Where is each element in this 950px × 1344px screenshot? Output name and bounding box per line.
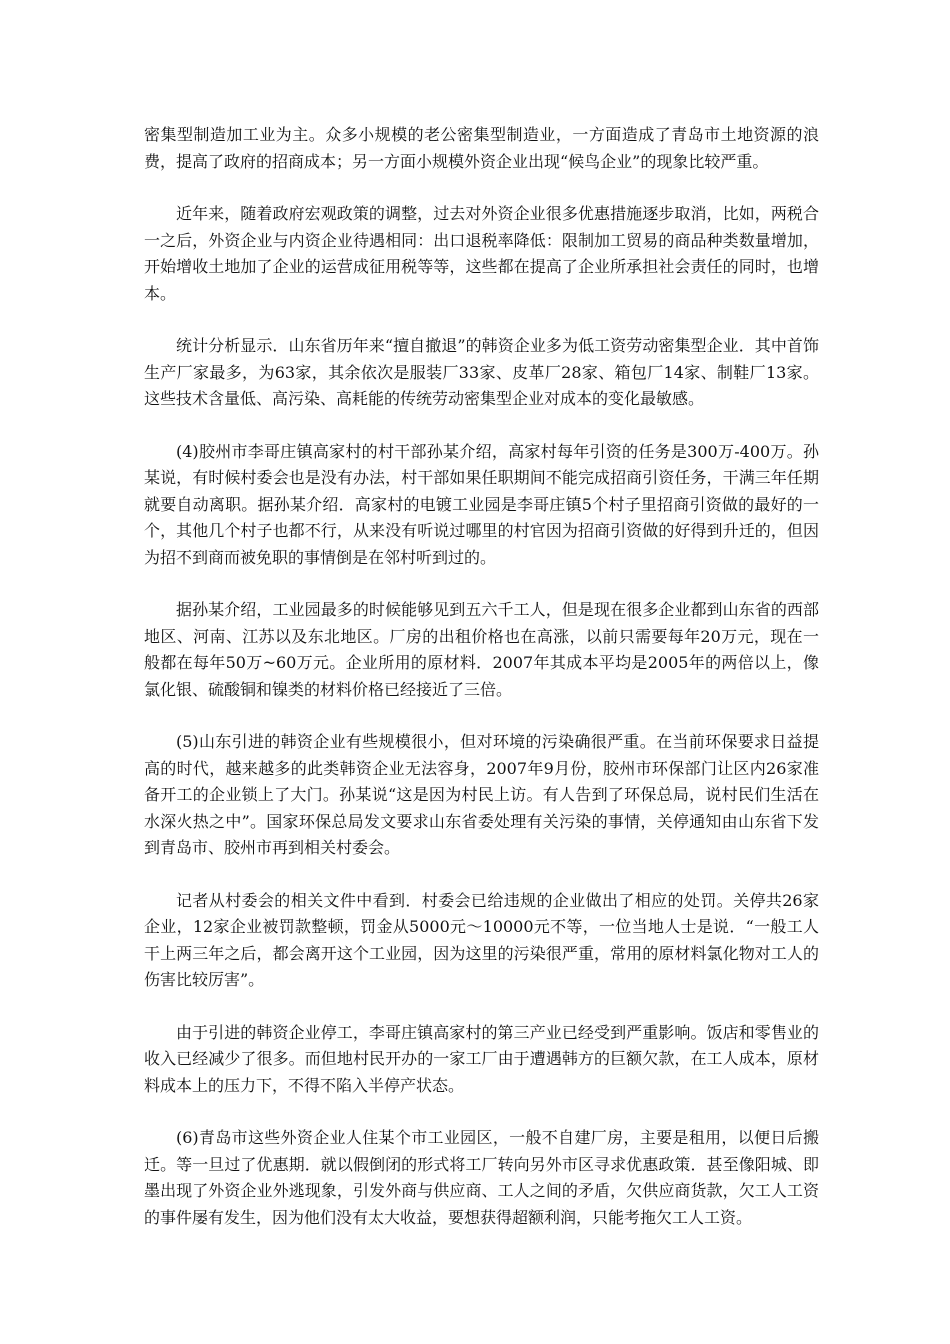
paragraph: (5)山东引进的韩资企业有些规模很小，但对环境的污染确很严重。在当前环保要求日益提高的时代，越来越多的此类韩资企业无法容身，2007年9月份，胶州市环保部门让区内26家准备开工的企业锁上了大门。孙某说“这是因为村民上访。有人告到了环保总局，说村民们生活在水深火热之中”。国家环保总局发文要求山东省委处理有关污染的事情，关停通知由山东省下发到青岛市、胶州市再到相关村委会。 <box>144 732 819 857</box>
paragraph: 近年来，随着政府宏观政策的调整，过去对外资企业很多优惠措施逐步取消，比如，两税合一之后，外资企业与内资企业待遇相同：出口退税率降低：限制加工贸易的商品种类数量增加，开始增收土地加了企业的运营成征用税等等，这些都在提高了企业所承担社会责任的同时，也增本。 <box>144 204 819 303</box>
paragraph: (4)胶州市李哥庄镇高家村的村干部孙某介绍，高家村每年引资的任务是300万-400万。孙某说，有时候村委会也是没有办法，村干部如果任职期间不能完成招商引资任务，干满三年任期就要自动离职。据孙某介绍．高家村的电镀工业园是李哥庄镇5个村子里招商引资做的最好的一个，其他几个村子也都不行，从来没有听说过哪里的村官因为招商引资做的好得到升迁的，但因为招不到商而被免职的事情倒是在邻村听到过的。 <box>144 441 819 567</box>
paragraph: 统计分析显示．山东省历年来“擅自撤退”的韩资企业多为低工资劳动密集型企业．其中首饰生产厂家最多，为63家，其余依次是服装厂33家、皮革厂28家、箱包厂14家、制鞋厂13家。这些技术含量低、高污染、高耗能的传统劳动密集型企业对成本的变化最敏感。 <box>144 336 819 408</box>
paragraph: 由于引进的韩资企业停工，李哥庄镇高家村的第三产业已经受到严重影响。饭店和零售业的收入已经减少了很多。而但地村民开办的一家工厂由于遭遇韩方的巨额欠款，在工人成本，原材料成本上的压力下，不得不陷入半停产状态。 <box>144 1022 819 1095</box>
document-body <box>144 122 819 1257</box>
paragraph: 记者从村委会的相关文件中看到．村委会已给违规的企业做出了相应的处罚。关停共26家企业，12家企业被罚款整顿，罚金从5000元～10000元不等，一位当地人士是说．“一般工人干上两三年之后，都会离开这个工业园，因为这里的污染很严重，常用的原材料氯化物对工人的伤害比较厉害”。 <box>144 890 819 989</box>
paragraph: 据孙某介绍，工业园最多的时候能够见到五六千工人，但是现在很多企业都到山东省的西部地区、河南、江苏以及东北地区。厂房的出租价格也在高涨，以前只需要每年20万元，现在一般都在每年50万~60万元。企业所用的原材料．2007年其成本平均是2005年的两倍以上，像氯化银、硫酸铜和镍类的材料价格已经接近了三倍。 <box>144 600 819 699</box>
paragraph: (6)青岛市这些外资企业人住某个市工业园区，一般不自建厂房，主要是租用，以便日后搬迁。等一旦过了优惠期．就以假倒闭的形式将工厂转向另外市区寻求优惠政策．甚至像阳城、即墨出现了外资企业外逃现象，引发外商与供应商、工人之间的矛盾，欠供应商货款，欠工人工资的事件屡有发生，因为他们没有太大收益，要想获得超额利润，只能考拖欠工人工资。 <box>144 1128 819 1227</box>
paragraph: 密集型制造加工业为主。众多小规模的老公密集型制造业，一方面造成了青岛市土地资源的浪费，提高了政府的招商成本；另一方面小规模外资企业出现“候鸟企业”的现象比较严重。 <box>144 125 819 171</box>
